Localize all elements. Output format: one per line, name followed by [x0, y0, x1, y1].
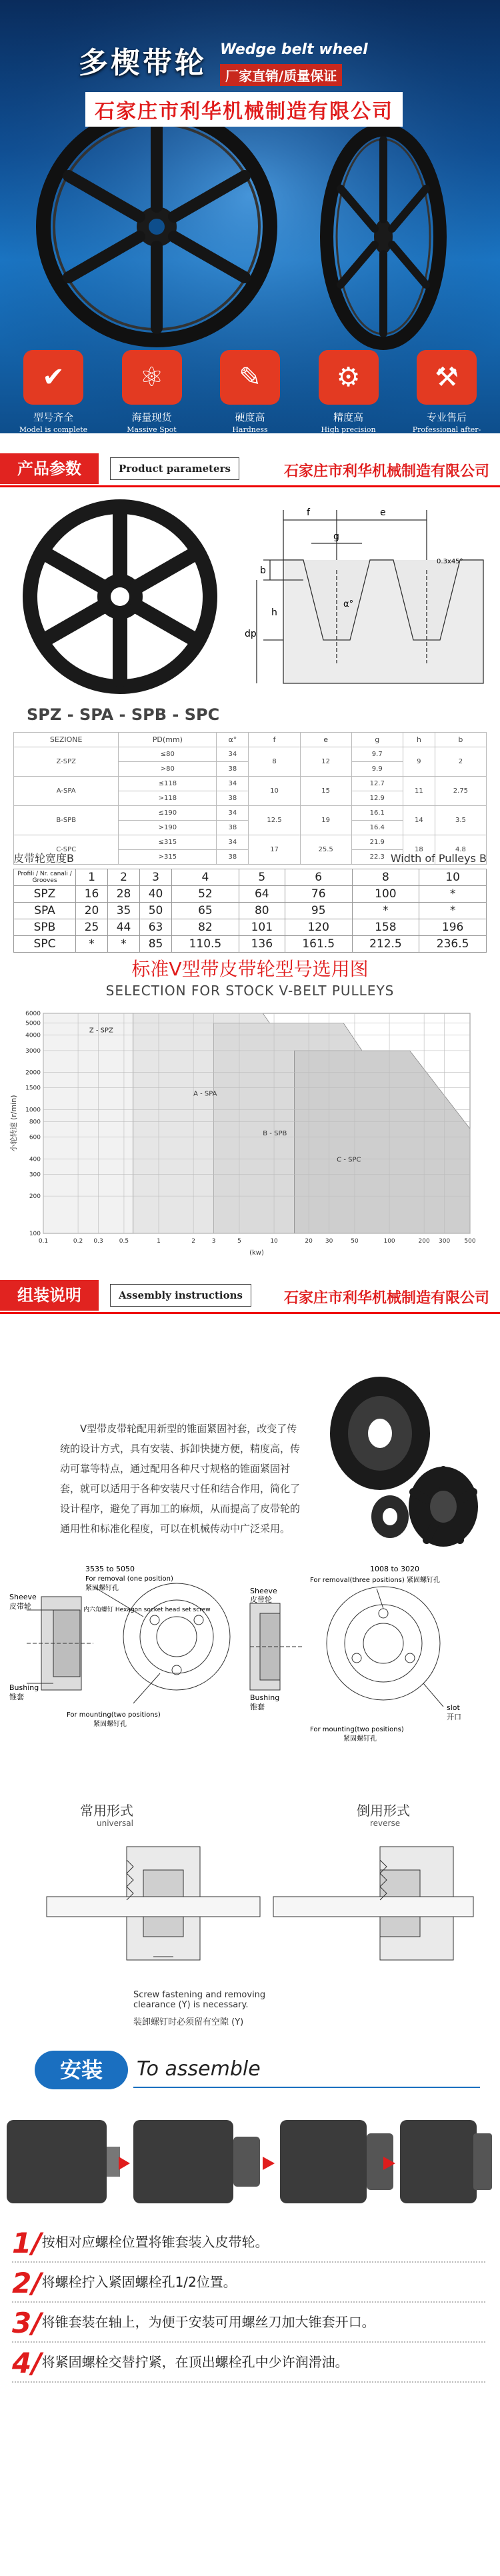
install-steps-images — [7, 2107, 493, 2220]
spec-angle: 34 — [217, 806, 249, 821]
mounting-forms-diagram — [20, 1833, 480, 1987]
spec-h: 9 — [403, 747, 435, 777]
gear-icon: ⚙ — [319, 350, 379, 405]
y-tick-label: 600 — [29, 1134, 41, 1141]
diagram-label-sheave-cn: 皮带轮 — [9, 1602, 31, 1611]
series-title: SPZ - SPA - SPB - SPC — [27, 705, 220, 724]
clearance-note-cn: 装卸螺钉时必须留有空隙 (Y) — [133, 2017, 244, 2027]
feature-label: 精度高 — [333, 411, 363, 423]
width-col-header: 10 — [419, 869, 487, 886]
feature-item — [112, 350, 192, 443]
diagram-label-bushing-cn: 锥套 — [9, 1693, 24, 1701]
feature-item — [407, 350, 487, 443]
spec-pd: ≤315 — [119, 835, 217, 850]
feature-list — [13, 350, 487, 443]
install-step — [12, 2307, 485, 2343]
dim-label-f: f — [307, 507, 310, 518]
x-tick-label: 50 — [351, 1238, 359, 1245]
install-step — [12, 2347, 485, 2383]
width-cell: 35 — [108, 903, 140, 919]
install-title: 安装 — [35, 2051, 128, 2089]
width-cell: 28 — [108, 886, 140, 903]
x-tick-label: 5 — [237, 1238, 241, 1245]
x-tick-label: 0.5 — [119, 1238, 129, 1245]
assembly-diagram-right — [250, 1557, 497, 1783]
diagram-label-hex: 内六角螺钉 Hexagon socket head set screw — [83, 1607, 211, 1613]
width-cell: * — [419, 903, 487, 919]
spec-h: 11 — [403, 777, 435, 806]
width-cell: * — [108, 936, 140, 953]
y-tick-label: 6000 — [25, 1011, 41, 1017]
spec-pd: ≤118 — [119, 777, 217, 791]
motor-step-1-image — [7, 2120, 120, 2203]
width-cell: 158 — [352, 919, 419, 936]
motor-step-2-image — [133, 2120, 260, 2203]
feature-label-en: Professional after-sales — [412, 425, 481, 443]
width-cell: 196 — [419, 919, 487, 936]
atom-icon: ⚛ — [122, 350, 182, 405]
table-row — [14, 936, 487, 953]
diagram-label-removal: For removal (one position) — [85, 1575, 173, 1583]
step-number: 1/ — [12, 2227, 42, 2259]
spec-header: e — [300, 733, 351, 747]
spec-pd: ≤80 — [119, 747, 217, 762]
x-tick-label: 3 — [211, 1238, 216, 1245]
width-cell: 20 — [76, 903, 108, 919]
hero-title: 多楔带轮 — [79, 46, 207, 80]
y-tick-label: 1500 — [25, 1085, 41, 1092]
step-text: 将螺栓拧入紧固螺栓孔1/2位置。 — [41, 2274, 237, 2290]
y-tick-label: 200 — [29, 1193, 41, 1201]
width-row-name: SPC — [14, 936, 76, 953]
dim-label-e: e — [380, 507, 386, 518]
universal-label-en: universal — [97, 1819, 133, 1828]
width-col-header: 1 — [76, 869, 108, 886]
diagram-label-slot-cn: 开口 — [447, 1713, 461, 1721]
feature-item — [13, 350, 93, 443]
width-table-title-en: Width of Pulleys B — [390, 852, 487, 865]
selection-title-en: SELECTION FOR STOCK V-BELT PULLEYS — [105, 983, 395, 999]
width-table — [13, 869, 487, 953]
width-cell: 161.5 — [285, 936, 352, 953]
spec-header: h — [403, 733, 435, 747]
series-label: A - SPA — [193, 1090, 217, 1098]
step-text: 将锥套装在轴上，为便于安装可用螺丝刀加大锥套开口。 — [41, 2314, 375, 2330]
series-label: B - SPB — [263, 1129, 287, 1137]
selection-chart — [7, 1007, 493, 1267]
width-col-header: 2 — [108, 869, 140, 886]
width-cell: 85 — [140, 936, 172, 953]
section-title: 产品参数 — [0, 453, 99, 484]
arrow-right-icon — [263, 2157, 275, 2170]
spec-header: α° — [217, 733, 249, 747]
spec-g: 22.3 — [351, 850, 403, 865]
spec-section: Z-SPZ — [14, 747, 119, 777]
diagram-label-sheave: Sheeve — [250, 1587, 277, 1595]
width-row-name: SPZ — [14, 886, 76, 903]
diagram-label-mounting: For mounting(two positions) — [67, 1711, 161, 1719]
feature-label: 硬度高 — [235, 411, 265, 423]
feature-item — [309, 350, 389, 443]
width-table-title: 皮带轮宽度B — [13, 852, 74, 865]
step-text: 将紧固螺栓交替拧紧，在顶出螺栓孔中少许润滑油。 — [41, 2354, 349, 2370]
width-cell: 64 — [239, 886, 285, 903]
step-number: 4/ — [12, 2347, 42, 2379]
dim-label-b: b — [260, 565, 266, 576]
table-row — [14, 903, 487, 919]
install-step — [12, 2267, 485, 2303]
spec-header: f — [249, 733, 300, 747]
y-tick-label: 300 — [29, 1171, 41, 1179]
hero-slogan: 厂家直销/质量保证 — [220, 64, 342, 86]
clearance-note: Screw fastening and removing clearance (Y) is necessary. — [133, 1990, 266, 2010]
width-cell: 80 — [239, 903, 285, 919]
install-title-en: To assemble — [137, 2057, 261, 2081]
section-company: 石家庄市利华机械制造有限公司 — [283, 1290, 489, 1307]
y-tick-label: 3000 — [25, 1047, 41, 1055]
diagram-label-sizes: 3535 to 5050 — [85, 1565, 135, 1573]
spec-e: 25.5 — [300, 835, 351, 865]
table-row — [14, 919, 487, 936]
motor-step-4-image — [400, 2120, 492, 2203]
reverse-label-en: reverse — [370, 1819, 401, 1828]
spec-angle: 38 — [217, 821, 249, 835]
spec-e: 19 — [300, 806, 351, 835]
groove-profile-diagram — [237, 497, 490, 697]
y-axis-label: 小轮转速 (r/min) — [9, 1095, 18, 1152]
x-tick-label: 0.3 — [93, 1238, 103, 1245]
spec-g: 12.7 — [351, 777, 403, 791]
width-row-name: SPB — [14, 919, 76, 936]
width-cell: 25 — [76, 919, 108, 936]
feature-label-en: Model is complete — [19, 425, 88, 434]
diagram-label-bushing-cn: 锥套 — [250, 1703, 265, 1711]
feature-label: 型号齐全 — [33, 411, 73, 423]
diagram-label-mounting: For mounting(two positions) — [310, 1726, 404, 1733]
section-title: 组装说明 — [0, 1280, 99, 1311]
y-tick-label: 4000 — [25, 1032, 41, 1039]
spec-e: 12 — [300, 747, 351, 777]
x-tick-label: 20 — [305, 1238, 313, 1245]
install-header — [0, 2047, 500, 2093]
spec-h: 14 — [403, 806, 435, 835]
width-cell: 236.5 — [419, 936, 487, 953]
spec-angle: 38 — [217, 850, 249, 865]
spec-section: A-SPA — [14, 777, 119, 806]
feature-item — [210, 350, 290, 443]
width-cell: 16 — [76, 886, 108, 903]
spec-angle: 34 — [217, 747, 249, 762]
width-cell: 40 — [140, 886, 172, 903]
x-tick-label: 10 — [270, 1238, 278, 1245]
dim-label-h: h — [271, 607, 277, 618]
section-title-en: Assembly instructions — [110, 1284, 251, 1307]
x-tick-label: 0.2 — [73, 1238, 83, 1245]
width-cell: 136 — [239, 936, 285, 953]
diagram-label-mounting-cn: 紧固螺钉孔 — [93, 1721, 127, 1728]
width-cell: 212.5 — [352, 936, 419, 953]
install-divider — [133, 2087, 480, 2088]
diagram-label-sheave-cn: 皮带轮 — [250, 1595, 272, 1604]
width-cell: 76 — [285, 886, 352, 903]
width-cell: 100 — [352, 886, 419, 903]
diagram-label-removal: For removal(three positions) 紧固螺钉孔 — [310, 1577, 440, 1584]
y-tick-label: 100 — [29, 1231, 41, 1237]
x-tick-label: 500 — [464, 1238, 476, 1245]
motor-step-3-image — [280, 2120, 393, 2203]
spec-header: PD(mm) — [119, 733, 217, 747]
spec-angle: 38 — [217, 762, 249, 777]
width-cell: 120 — [285, 919, 352, 936]
section-company: 石家庄市利华机械制造有限公司 — [283, 463, 489, 480]
width-cell: 50 — [140, 903, 172, 919]
spec-f: 12.5 — [249, 806, 300, 835]
width-cell: 110.5 — [172, 936, 239, 953]
width-cell: 44 — [108, 919, 140, 936]
section-header-assembly — [0, 1280, 500, 1314]
spec-angle: 34 — [217, 835, 249, 850]
x-tick-label: 1 — [157, 1238, 161, 1245]
spec-g: 12.9 — [351, 791, 403, 806]
width-col-header: 4 — [172, 869, 239, 886]
spec-b: 4.8 — [435, 835, 486, 865]
pulley-front-image — [20, 497, 220, 697]
width-cell: 95 — [285, 903, 352, 919]
spec-f: 10 — [249, 777, 300, 806]
diagram-label-sheave: Sheeve — [9, 1593, 37, 1601]
spec-g: 21.9 — [351, 835, 403, 850]
universal-label: 常用形式 — [80, 1803, 133, 1819]
spec-g: 9.7 — [351, 747, 403, 762]
width-cell: 63 — [140, 919, 172, 936]
width-cell: 52 — [172, 886, 239, 903]
hero-title-en: Wedge belt wheel — [220, 41, 368, 58]
section-header-product-params — [0, 453, 500, 487]
install-step — [12, 2227, 485, 2263]
diagram-label-slot: slot — [447, 1703, 460, 1712]
shield-check-icon: ✔ — [23, 350, 83, 405]
diagram-label-mounting-cn: 紧固螺钉孔 — [343, 1735, 377, 1743]
spec-section: B-SPB — [14, 806, 119, 835]
width-row-name: SPA — [14, 903, 76, 919]
x-tick-label: 0.1 — [38, 1238, 49, 1245]
feature-label-en: Hardness — [232, 425, 268, 434]
section-title-en: Product parameters — [110, 457, 239, 480]
width-cell: * — [352, 903, 419, 919]
dim-label-chamfer: 0.3x45° — [437, 558, 463, 565]
spec-section: C-SPC — [14, 835, 119, 865]
spec-g: 16.1 — [351, 806, 403, 821]
y-tick-label: 400 — [29, 1156, 41, 1163]
diagram-label-removal-cn: 紧固螺钉孔 — [85, 1585, 119, 1592]
width-cell: * — [419, 886, 487, 903]
spec-b: 3.5 — [435, 806, 486, 835]
series-label: Z - SPZ — [89, 1027, 113, 1035]
width-col-header: 5 — [239, 869, 285, 886]
selection-title: 标准V型带皮带轮型号选用图 — [131, 958, 369, 980]
x-tick-label: 100 — [383, 1238, 395, 1245]
spec-e: 15 — [300, 777, 351, 806]
spec-b: 2 — [435, 747, 486, 777]
spec-h: 18 — [403, 835, 435, 865]
width-cell: 65 — [172, 903, 239, 919]
series-label: C - SPC — [337, 1156, 361, 1164]
spec-pd: ≤190 — [119, 806, 217, 821]
spec-header: SEZIONE — [14, 733, 119, 747]
assembly-intro: V型带皮带轮配用新型的锥面紧固衬套，改变了传统的设计方式，具有安装、拆卸快捷方便，精度高，传动可靠等特点，通过配用各种尺寸规格的锥面紧固衬套，就可以适用于各种安装尺寸任和结合作用，简化了设计程序，避免了再加工的麻烦，从而提高了皮带轮的通用性和标准化程度，可以在机械传动中广泛采用。 — [60, 1423, 301, 1535]
arrow-right-icon — [119, 2157, 130, 2170]
width-col-header: 8 — [352, 869, 419, 886]
width-cell: 101 — [239, 919, 285, 936]
feature-label-en: High precision — [321, 425, 376, 434]
spec-pd: >118 — [119, 791, 217, 806]
spec-pd: >80 — [119, 762, 217, 777]
width-corner: Profili / Nr. canali / Grooves — [14, 869, 76, 886]
wrench-icon: ⚒ — [417, 350, 477, 405]
x-axis-label: (kw) — [249, 1249, 264, 1257]
ruler-icon: ✎ — [220, 350, 280, 405]
spec-header: b — [435, 733, 486, 747]
x-tick-label: 30 — [325, 1238, 333, 1245]
x-tick-label: 200 — [418, 1238, 430, 1245]
spec-angle: 34 — [217, 777, 249, 791]
width-col-header: 6 — [285, 869, 352, 886]
dim-label-g: g — [333, 531, 339, 542]
hero-banner — [0, 0, 500, 443]
table-row — [14, 886, 487, 903]
dim-label-dp: dp — [245, 629, 257, 639]
spec-b: 2.75 — [435, 777, 486, 806]
feature-label: 海量现货 — [131, 411, 172, 423]
spec-angle: 38 — [217, 791, 249, 806]
x-tick-label: 300 — [439, 1238, 451, 1245]
spec-g: 16.4 — [351, 821, 403, 835]
feature-label-en: Massive Spot — [127, 425, 177, 434]
feature-label: 专业售后 — [426, 411, 467, 423]
width-cell: * — [76, 936, 108, 953]
y-tick-label: 2000 — [25, 1069, 41, 1077]
diagram-label-bushing: Bushing — [9, 1683, 39, 1692]
hero-company-name: 石家庄市利华机械制造有限公司 — [85, 92, 403, 127]
spec-header: g — [351, 733, 403, 747]
assembly-diagram-left — [0, 1557, 247, 1783]
width-col-header: 3 — [140, 869, 172, 886]
y-tick-label: 5000 — [25, 1020, 41, 1027]
spec-f: 8 — [249, 747, 300, 777]
spec-pd: >190 — [119, 821, 217, 835]
step-number: 2/ — [12, 2267, 42, 2299]
reverse-label: 倒用形式 — [357, 1803, 410, 1819]
dim-label-alpha: α° — [343, 599, 354, 609]
width-cell: 82 — [172, 919, 239, 936]
spec-pd: >315 — [119, 850, 217, 865]
diagram-label-sizes: 1008 to 3020 — [370, 1565, 420, 1573]
step-number: 3/ — [12, 2307, 42, 2339]
spec-table — [13, 732, 487, 865]
y-tick-label: 1000 — [25, 1107, 41, 1114]
spec-g: 9.9 — [351, 762, 403, 777]
x-tick-label: 2 — [191, 1238, 195, 1245]
step-text: 按相对应螺栓位置将锥套装入皮带轮。 — [41, 2234, 269, 2250]
bushing-assembly-image — [310, 1373, 490, 1553]
y-tick-label: 800 — [29, 1119, 41, 1126]
diagram-label-bushing: Bushing — [250, 1693, 280, 1702]
spec-f: 17 — [249, 835, 300, 865]
